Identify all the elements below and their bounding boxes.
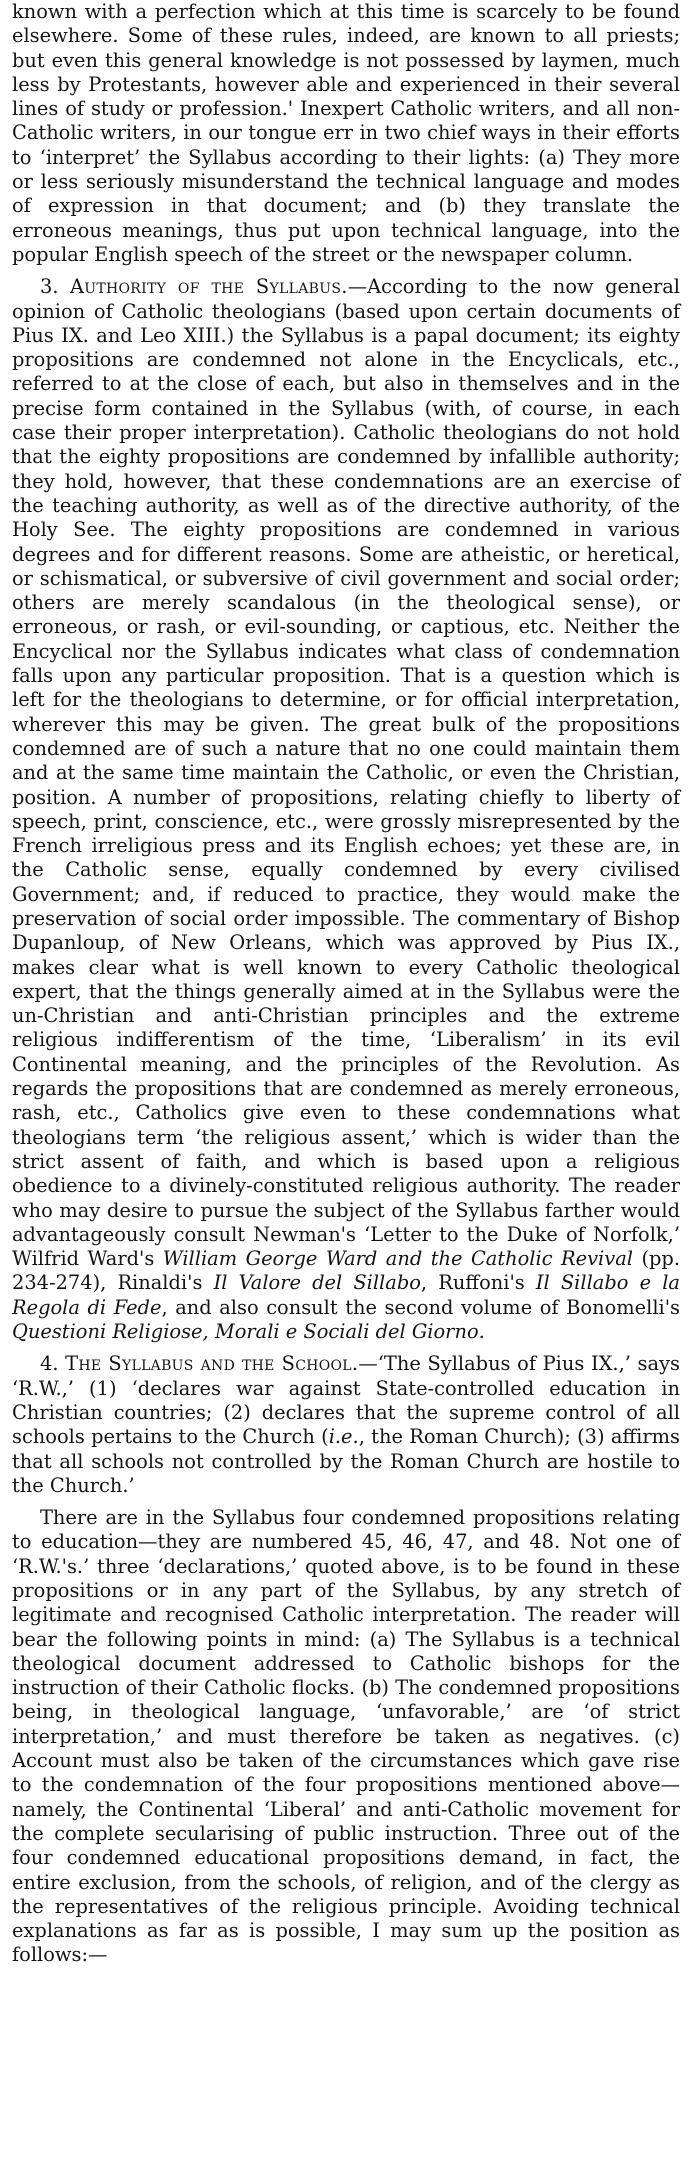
section-3-authority	[12, 275, 680, 1344]
section-4-syllabus-school	[12, 1352, 680, 1498]
section-4-heading: The Syllabus and the School.	[65, 1352, 359, 1376]
section-3-title-ward: William George Ward and the Catholic Revival	[162, 1247, 633, 1271]
section-3-text-3: , Ruffoni's	[420, 1271, 536, 1295]
section-4-text-1: ‘The Syllabus of Pius IX.,’ says ‘R.W.,’ (1) ‘declares war against State-controlled education in Christian countries; (2) declares that the supreme control of all schools pertains to the Church (	[12, 1352, 680, 1449]
section-4-dash: —	[358, 1352, 378, 1376]
section-3-title-ruffoni: Il Sillabo e la Regola di Fede	[12, 1271, 680, 1319]
section-3-text-2: (pp. 234-274), Rinaldi's	[12, 1247, 681, 1295]
section-3-text-1: According to the now general opinion of Catholic theologians (based upon certain documents of Pius IX. and Leo XIII.) the Syllabus is a papal document; its eighty propositions are condemned not alone in the Encyclicals, etc., referred to at the close of each, but also in themselves and in the precise form contained in the Syllabus (with, of course, in each case their proper interpretation). Catholic theologians do not hold that the eighty propositions are condemned by infallible authority; they hold, however, that these condemnations are an exercise of the teaching authority, as well as of the directive authority, of the Holy See. The eighty propositions are condemned in various degrees and for different reasons. Some are atheistic, or heretical, or schismatical, or subversive of civil government and social order; others are merely scandalous (in the theological sense), or erroneous, or rash, or evil-sounding, or captious, etc. Neither the Encyclical nor the Syllabus indicates what class of condemnation falls upon any particular proposition. That is a question which is left for the theologians to determine, or for official interpretation, wherever this may be given. The great bulk of the propositions condemned are of such a nature that no one could maintain them and at the same time maintain the Catholic, or even the Christian, position. A number of propositions, relating chiefly to liberty of speech, print, conscience, etc., were grossly misrepresented by the French irreligious press and its English echoes; yet these are, in the Catholic sense, equally condemned by every civilised Government; and, if reduced to practice, they would make the preservation of social order impossible. The commentary of Bishop Dupanloup, of New Orleans, which was approved by Pius IX., makes clear what is well known to every Catholic theological expert, that the things generally aimed at in the Syllabus were the un-Christian and anti-Christian principles and the extreme religious indifferentism of the time, ‘Liberalism’ in its evil Continental meaning, and the principles of the Revolution. As regards the propositions that are condemned as merely erroneous, rash, etc., Catholics give even to these condemnations what theologians term ‘the religious assent,’ which is wider than the strict assent of faith, and which is based upon a religious obedience to a divinely-constituted religious authority. The reader who may desire to pursue the subject of the Syllabus farther would advantageously consult Newman's ‘Letter to the Duke of Norfolk,’ Wilfrid Ward's	[12, 275, 680, 1271]
section-3-text-4: , and also consult the second volume of Bonomelli's	[161, 1295, 681, 1319]
section-3-title-rinaldi: Il Valore del Sillabo	[213, 1271, 421, 1295]
paragraph-education-propositions: There are in the Syllabus four condemned propositions relating to education—they are numbered 45, 46, 47, and 48. Not one of ‘R.W.'s.’ three ‘declarations,’ quoted above, is to be found in these propositions or in any part of the Syllabus, by any stretch of legitimate and recognised Catholic interpretation. The reader will bear the following points in mind: (a) The Syllabus is a technical theological document addressed to Catholic bishops for the instruction of their Catholic flocks. (b) The condemned propositions being, in theological language, ‘unfavorable,’ are ‘of strict interpretation,’ and must therefore be taken as negatives. (c) Account must also be taken of the circumstances which gave rise to the condemnation of the four propositions mentioned above—namely, the Continental ‘Liberal’ and anti-Catholic movement for the complete secularising of public instruction. Three out of the four condemned educational propositions demand, in fact, the entire exclusion, from the schools, of religion, and of the clergy as the representatives of the religious principle. Avoiding technical explanations as far as is possible, I may sum up the position as follows:—	[12, 1506, 680, 1967]
section-3-title-bonomelli: Questioni Religiose, Morali e Sociali del Giorno	[12, 1320, 479, 1344]
paragraph-opening: known with a perfection which at this time is scarcely to be found elsewhere. Some of these rules, indeed, are known to all priests; but even this general knowledge is not possessed by laymen, much less by Protestants, however able and experienced in their several lines of study or profession.' Inexpert Catholic writers, and all non-Catholic writers, in our tongue err in two chief ways in their efforts to ‘interpret’ the Syllabus according to their lights: (a) They more or less seriously misunderstand the technical language and modes of expression in that document; and (b) they translate the erroneous meanings, thus put upon technical language, into the popular English speech of the street or the newspaper column.	[12, 0, 680, 266]
section-3-text-5: .	[478, 1320, 485, 1344]
section-4-number: 4.	[40, 1352, 59, 1376]
section-4-text-2: , the Roman Church); (3) affirms that all schools not controlled by the Roman Church are hostile to the Church.’	[12, 1425, 680, 1497]
section-3-number: 3.	[40, 275, 59, 299]
section-3-heading: Authority of the Syllabus.	[69, 275, 348, 299]
section-4-ie: i.e.	[328, 1425, 359, 1449]
section-3-dash: —	[347, 275, 368, 299]
